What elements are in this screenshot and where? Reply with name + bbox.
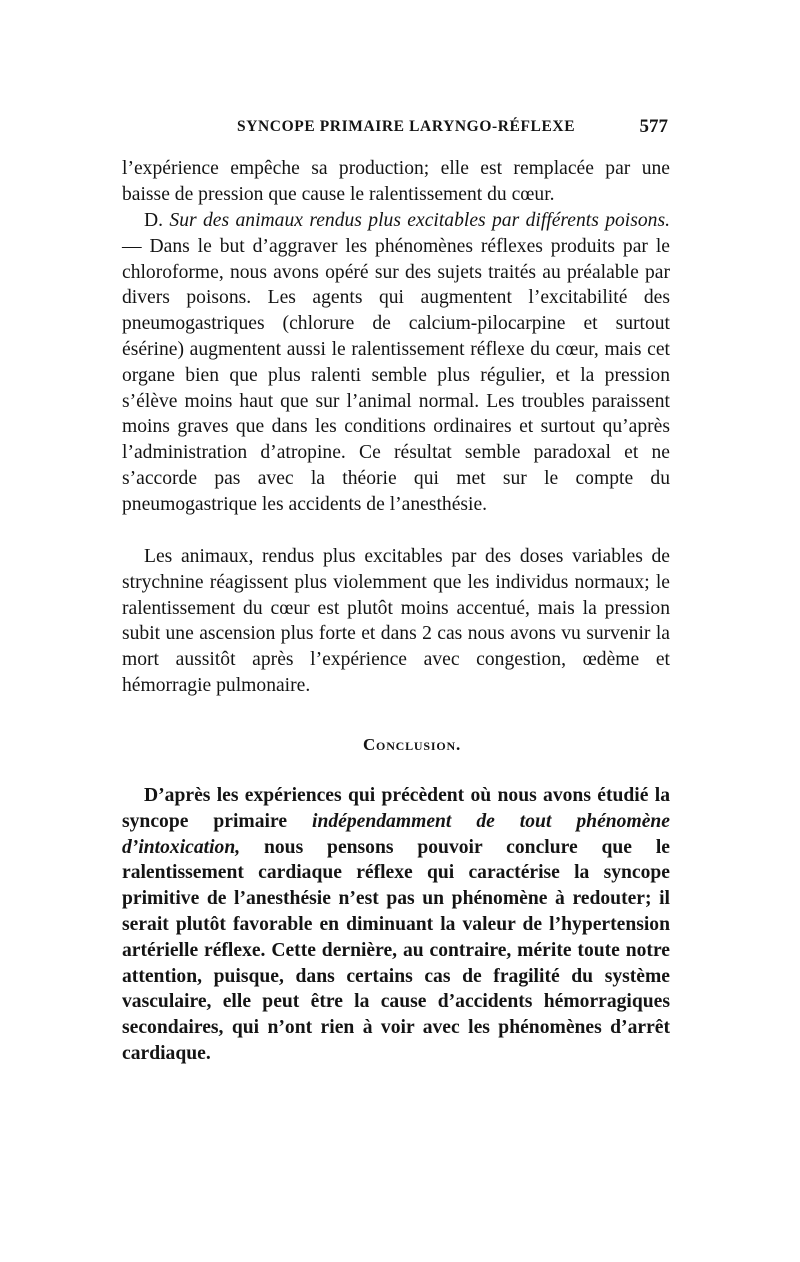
conclusion-heading (122, 735, 670, 755)
paragraph-conclusion (122, 783, 670, 1067)
conclusion-italic: indépendamment de tout phénomène d’intoxication, (122, 810, 670, 858)
section-d-body: — Dans le but d’aggraver les phénomènes réflexes produits par le chloroforme, nous avons opéré sur des sujets traités au préalable par divers poisons. Les agents qui augmentent l’excitabilité des pneumogastriques (chlorure de calcium-pilocarpine et surtout ésérine) augmentent aussi le ralentissement réflexe du cœur, mais cet organe bien que plus ralenti semble plus régulier, et la pression s’élève moins haut que sur l’animal normal. Les troubles paraissent moins graves que dans les conditions ordinaires et surtout qu’après l’administration d’atropine. Ce résultat semble paradoxal et ne s’accorde pas avec la théorie qui met sur le compte du pneumogastrique les accidents de l’anesthésie. (122, 235, 670, 515)
conclusion-lead: D’après les expériences qui précèdent où nous avons étudié la syncope primaire (122, 785, 670, 832)
paragraph-section-d (122, 208, 670, 518)
section-d-label: D. (144, 210, 170, 231)
running-title: SYNCOPE PRIMAIRE LARYNGO-RÉFLEXE (237, 118, 576, 135)
paragraph-strychnine: Les animaux, rendus plus excitables par des doses variables de strychnine réagissent plus violemment que les individus normaux; le ralentissement du cœur est plutôt moins accentué, mais la pression subit une ascension plus forte et dans 2 cas nous avons vu survenir la mort aussitôt après l’expérience avec congestion, œdème et hémorragie pulmonaire. (122, 546, 670, 696)
running-header (122, 116, 670, 140)
conclusion-heading-text: Conclusion. (362, 735, 461, 754)
page-number: 577 (639, 116, 668, 137)
paragraph-continuation: l’expérience empêche sa production; elle est remplacée par une baisse de pression que cause le ralentissement du cœur. (122, 158, 670, 205)
section-d-title: Sur des animaux rendus plus excitables par différents poisons. (169, 210, 670, 231)
conclusion-body: nous pensons pouvoir conclure que le ralentissement cardiaque réflexe qui caractérise la syncope primitive de l’anesthésie n’est pas un phénomène à redouter; il serait plutôt favorable en diminuant la valeur de l’hypertension artérielle réflexe. Cette dernière, au contraire, mérite toute notre attention, puisque, dans certains cas de fragilité du système vasculaire, elle peut être la cause d’accidents hémorragiques secondaires, qui n’ont rien à voir avec les phénomènes d’arrêt cardiaque. (122, 836, 670, 1064)
